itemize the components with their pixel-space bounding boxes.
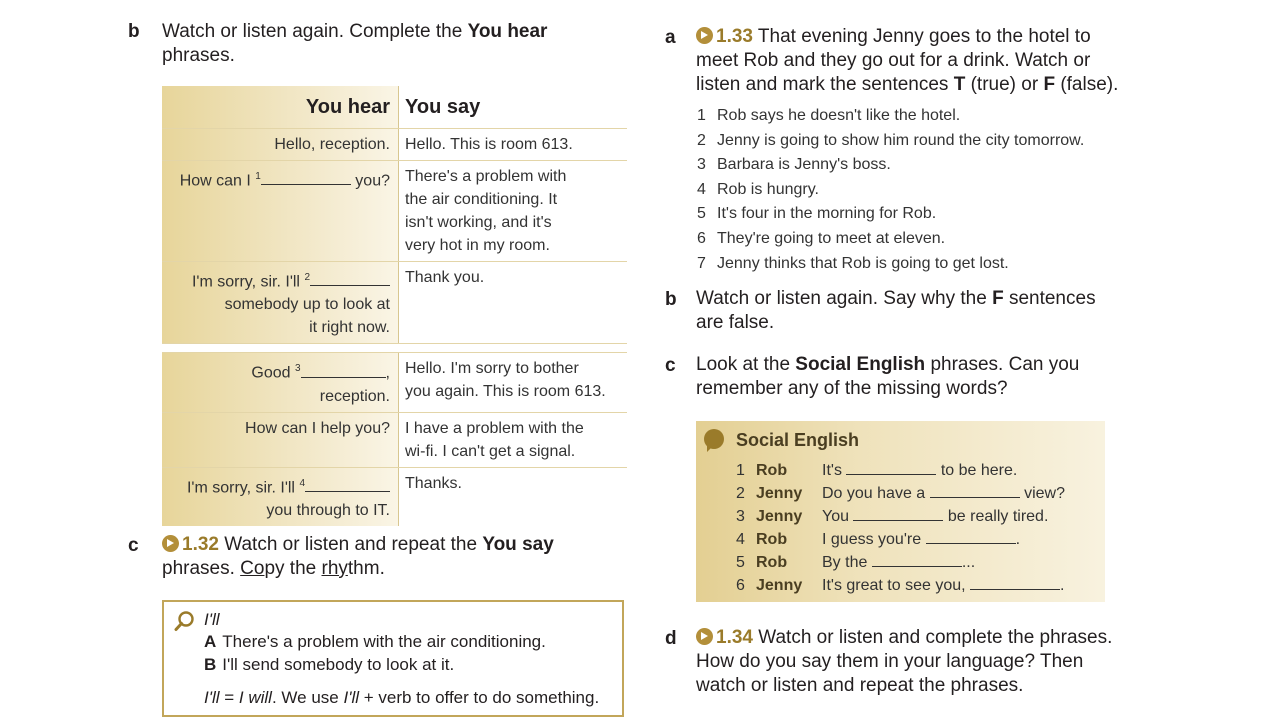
item-text: Barbara is Jenny's boss.: [717, 156, 891, 173]
social-english-title: Social English: [736, 430, 860, 450]
note-italic: I'll: [343, 688, 359, 707]
speech-bubble-icon: [704, 429, 724, 449]
item-number: 2: [697, 132, 706, 149]
list-item: [697, 153, 891, 177]
you-hear-cell: How can I help you?: [162, 413, 399, 467]
table-header-row: [162, 86, 627, 129]
instruction-text: Watch or listen again. Complete the: [162, 21, 468, 42]
cell-text: somebody up to look at: [224, 296, 390, 314]
speaker-letter: A: [204, 632, 217, 651]
cell-text: very hot in my room.: [405, 237, 550, 254]
audio-play-icon[interactable]: [696, 27, 713, 44]
instruction-text: listen and mark the sentences: [696, 74, 954, 95]
you-say-cell: [399, 413, 627, 467]
social-english-box: [696, 421, 1105, 602]
instruction-text: Watch or listen again. Say why the: [696, 288, 993, 309]
line-text: There's a problem with the air conditioning.: [222, 632, 546, 651]
item-text: It's four in the morning for Rob.: [717, 205, 937, 222]
line-text: I guess you're: [822, 531, 926, 548]
line-text: By the: [822, 554, 872, 571]
item-number: 1: [736, 462, 745, 479]
item-number: 2: [736, 485, 745, 502]
instruction-text: phrases. Can you: [925, 354, 1080, 375]
note-text: + verb to offer to do something.: [359, 688, 600, 707]
instruction-text: sentences: [1003, 288, 1096, 309]
line-text: .: [1015, 531, 1021, 548]
item-number: 3: [736, 508, 745, 525]
list-item: [736, 505, 1048, 528]
cell-text: you?: [350, 172, 390, 190]
ill-box-note: [204, 688, 599, 708]
gap-number: 1: [255, 171, 261, 182]
header-you-hear: You hear: [162, 86, 399, 128]
line-text: You: [822, 508, 854, 525]
ill-box-line-a: [204, 632, 546, 652]
exercise-letter-b: b: [128, 21, 140, 42]
speaker-name: Rob: [756, 554, 788, 571]
instruction-bold: You hear: [467, 21, 548, 42]
item-text: Jenny is going to show him round the city tomorrow.: [717, 132, 1085, 149]
gap-blank-3[interactable]: [301, 363, 386, 378]
line-text: Do you have a: [822, 485, 930, 502]
speaker-name: Rob: [756, 531, 788, 548]
exercise-a-instruction: [696, 25, 1166, 97]
instruction-text: How do you say them in your language? Then: [696, 651, 1084, 672]
cell-text: I'm sorry, sir. I'll: [186, 478, 300, 496]
instruction-text: Watch or listen and complete the phrases.: [752, 627, 1113, 648]
you-say-cell: [399, 161, 627, 261]
item-number: 3: [697, 156, 706, 173]
note-text: . We use: [271, 688, 344, 707]
speaker-letter: B: [204, 655, 217, 674]
you-say-cell: [399, 353, 627, 411]
note-italic: I will: [238, 688, 272, 707]
ill-grammar-box: [162, 600, 624, 717]
instruction-text: remember any of the missing words?: [696, 378, 1008, 399]
table-row: [162, 468, 627, 526]
item-number: 6: [697, 230, 706, 247]
item-number: 7: [697, 255, 706, 272]
cell-text: you again. This is room 613.: [405, 383, 606, 401]
audio-track-number: 1.34: [716, 627, 753, 648]
cell-text: you through to IT.: [266, 501, 390, 519]
you-say-cell: Thanks.: [399, 468, 627, 526]
note-text: =: [219, 688, 239, 707]
speaker-name: Jenny: [756, 577, 803, 594]
list-item: [697, 227, 945, 251]
gap-blank[interactable]: [930, 483, 1020, 498]
cell-text: ,: [385, 364, 390, 382]
gap-blank[interactable]: [926, 529, 1016, 544]
you-say-cell: Thank you.: [399, 262, 627, 343]
exercise-d-instruction: [696, 626, 1186, 698]
item-text: They're going to meet at eleven.: [717, 230, 946, 247]
item-text: Rob says he doesn't like the hotel.: [717, 107, 961, 124]
you-hear-cell: [162, 262, 399, 343]
table-row: [162, 161, 627, 262]
instruction-text: are false.: [696, 312, 775, 333]
cell-text: isn't working, and it's: [405, 214, 552, 231]
stressed-syllable: rhy: [321, 558, 348, 579]
ill-box-line-b: [204, 655, 454, 675]
instruction-text: py the: [264, 558, 322, 579]
you-hear-cell: [162, 468, 399, 526]
audio-track-number: 1.33: [716, 26, 753, 47]
instruction-text: thm.: [347, 558, 385, 579]
instruction-text: (false).: [1055, 74, 1119, 95]
list-item: [736, 482, 1065, 505]
gap-blank[interactable]: [970, 575, 1060, 590]
exercise-c-instruction: [162, 533, 632, 581]
list-item: [697, 104, 960, 128]
you-hear-cell: [162, 353, 399, 411]
line-text: view?: [1019, 485, 1065, 502]
line-text: I'll send somebody to look at it.: [222, 655, 455, 674]
exercise-letter-c: c: [128, 535, 139, 556]
instruction-text: Look at the: [696, 354, 796, 375]
gap-blank[interactable]: [846, 460, 936, 475]
item-number: 4: [736, 531, 745, 548]
item-text: Jenny thinks that Rob is going to get lost.: [717, 255, 1009, 272]
you-hear-cell: [162, 161, 399, 261]
list-item: [697, 178, 819, 202]
cell-text: reception.: [319, 387, 390, 405]
exercise-letter-b-right: b: [665, 289, 677, 310]
item-number: 6: [736, 577, 745, 594]
you-hear-cell: Hello, reception.: [162, 129, 399, 160]
exercise-letter-c-right: c: [665, 355, 676, 376]
instruction-bold: F: [1043, 74, 1056, 95]
gap-number: 4: [299, 477, 305, 489]
speaker-name: Rob: [756, 462, 788, 479]
cell-text: How can I: [179, 172, 256, 190]
gap-blank-2[interactable]: [310, 271, 390, 286]
cell-text: wi-fi. I can't get a signal.: [405, 442, 576, 460]
list-item: [697, 202, 936, 226]
magnifier-icon: [174, 610, 196, 632]
table-row: [162, 413, 627, 468]
line-text: to be here.: [936, 462, 1018, 479]
table-row: [162, 129, 627, 161]
cell-text: the air conditioning. It: [405, 191, 558, 208]
gap-blank[interactable]: [853, 506, 943, 521]
instruction-bold: F: [992, 288, 1004, 309]
line-text: It's great to see you,: [822, 577, 971, 594]
instruction-text: phrases.: [162, 45, 235, 66]
audio-play-icon[interactable]: [696, 628, 713, 645]
you-say-cell: Hello. This is room 613.: [399, 129, 627, 160]
exercise-b-instruction: [162, 20, 632, 68]
item-number: 4: [697, 181, 706, 198]
instruction-bold: T: [953, 74, 966, 95]
instruction-text: phrases.: [162, 558, 241, 579]
instruction-text: That evening Jenny goes to the hotel to: [752, 26, 1091, 47]
list-item: [697, 252, 1009, 276]
note-italic: I'll: [204, 688, 220, 707]
exercise-c-right-instruction: [696, 353, 1166, 401]
gap-number: 2: [304, 272, 310, 283]
gap-blank[interactable]: [872, 552, 962, 567]
instruction-text: meet Rob and they go out for a drink. Watch or: [696, 50, 1091, 71]
table-row: [162, 262, 627, 344]
instruction-text: (true) or: [965, 74, 1044, 95]
instruction-text: watch or listen and repeat the phrases.: [696, 675, 1024, 696]
item-number: 5: [736, 554, 745, 571]
list-item: [697, 129, 1084, 153]
gap-blank-1[interactable]: [261, 170, 351, 185]
item-number: 1: [697, 107, 706, 124]
list-item: [736, 574, 1064, 597]
speaker-name: Jenny: [756, 508, 803, 525]
exercise-b-right-instruction: [696, 287, 1166, 335]
instruction-bold: Social English: [795, 354, 926, 375]
line-text: be really tired.: [943, 508, 1049, 525]
audio-track-number: 1.32: [182, 534, 219, 555]
cell-text: it right now.: [309, 319, 390, 337]
audio-play-icon[interactable]: [162, 535, 179, 552]
header-you-say: You say: [399, 86, 627, 128]
phrases-table: [162, 86, 627, 526]
exercise-letter-a: a: [665, 27, 676, 48]
table-row: [162, 352, 627, 412]
instruction-bold: You say: [482, 534, 554, 555]
speaker-name: Jenny: [756, 485, 803, 502]
cell-text: Good: [251, 364, 295, 382]
cell-text: I'm sorry, sir. I'll: [191, 273, 305, 291]
ill-box-title: I'll: [204, 610, 220, 629]
gap-number: 3: [294, 363, 301, 375]
line-text: ...: [961, 554, 976, 571]
item-text: Rob is hungry.: [717, 181, 819, 198]
exercise-letter-d: d: [665, 628, 677, 649]
list-item: [736, 528, 1020, 551]
gap-blank-4[interactable]: [305, 477, 390, 492]
instruction-text: Watch or listen and repeat the: [218, 534, 483, 555]
cell-text: Hello. I'm sorry to bother: [405, 360, 579, 378]
stressed-syllable: Co: [240, 558, 265, 579]
line-text: It's: [822, 462, 847, 479]
cell-text: There's a problem with: [405, 168, 567, 185]
item-number: 5: [697, 205, 706, 222]
list-item: [736, 459, 1017, 482]
cell-text: I have a problem with the: [405, 419, 584, 437]
line-text: .: [1060, 577, 1065, 594]
list-item: [736, 551, 975, 574]
